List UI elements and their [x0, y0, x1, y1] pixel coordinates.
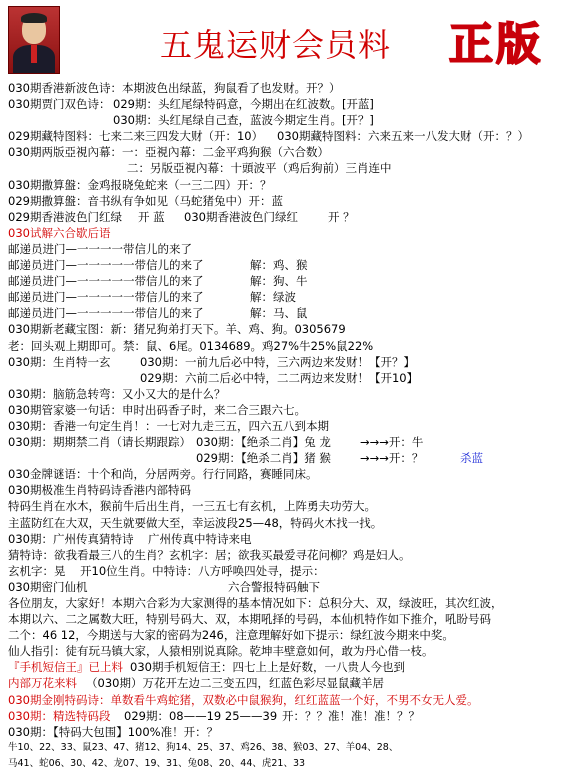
line-4 [0, 128, 585, 144]
line-18 [0, 354, 585, 370]
text: （030期）万花开左边二三变五四，红蓝色彩尽显鼠藏羊居 [86, 676, 384, 691]
text: 主蓝防红在大双，天生就要做大至，幸运波段25—48，特码火木找一找。 [8, 515, 383, 530]
line-17 [0, 338, 585, 354]
portrait-hair [21, 13, 47, 23]
text: 开10位生肖。中特诗：八方呼唤四处寻，提示： [80, 563, 325, 578]
text: 030期密门仙机 [8, 579, 88, 594]
text: 030期新老藏宝图：新：猪兄狗弟打天下。羊、鸡、狗。0305679 [8, 322, 346, 337]
line-43 [0, 756, 585, 772]
zhengban-stamp: 正版 [449, 19, 543, 70]
text: 030期金刚特码诗：单数看牛鸡蛇猪，双数必中鼠猴狗，红红蓝蓝一个好，不男不女无人爱。 [8, 692, 479, 707]
text: 030期：香港一句定生肖！：一七对九走三五，四六五八到本期 [8, 418, 329, 433]
line-38 [0, 675, 585, 691]
text: 解：绿波 [250, 290, 296, 305]
line-5 [0, 144, 585, 160]
line-27 [0, 498, 585, 514]
line-10 [0, 225, 585, 241]
text: 玄机字：晃 [8, 563, 66, 578]
header [0, 0, 585, 86]
line-3 [0, 112, 585, 128]
line-28 [0, 515, 585, 531]
line-29 [0, 531, 585, 547]
line-23 [0, 434, 585, 450]
text: 030金牌谜语：十个和尚，分居两旁。行行同路，赛睡同床。 [8, 467, 318, 482]
text: 解：马、鼠 [250, 306, 308, 321]
text: 广州传真中特诗来电 [148, 531, 252, 546]
text: 030期：脑筋急转弯：又小又大的是什么？ [8, 386, 226, 401]
text: 本期以六、二之属数大旺，特别号码大、双，本期吼择的号码，本仙机特作如下推介，吼盼号码 [8, 612, 491, 627]
text: 老：回头观上期即可。禁：鼠、6尾。0134689。鸡27%牛25%鼠22% [8, 338, 374, 353]
text: →→→开：牛 [360, 435, 424, 450]
line-14 [0, 289, 585, 305]
line-42 [0, 740, 585, 756]
content-lines [0, 80, 585, 772]
text: 030期：期期禁二肖（请长期跟踪） [8, 435, 191, 450]
text: 开 蓝 [138, 209, 165, 224]
text: 牛10、22、33、鼠23、47、猪12、狗14、25、37、鸡26、38、猴03、27、羊04、28、 [8, 741, 399, 753]
text: 029期：头红尾绿特码意，今期出在红波数。[开蓝] [113, 97, 374, 112]
text: 二：另版亞視內幕：十頭波平（鸡后狗前）三肖连中 [127, 161, 392, 176]
line-13 [0, 273, 585, 289]
text: 『手机短信王』已上料 [8, 660, 123, 675]
text: 030期贾门双色诗： [8, 97, 111, 112]
text: 邮递员进门—一一一一带信儿的来了 [8, 241, 192, 256]
line-24 [0, 450, 585, 466]
line-31 [0, 563, 585, 579]
line-25 [0, 466, 585, 482]
line-16 [0, 321, 585, 337]
text: 029期藏特图料：七来二来三四发大财（开：10） [8, 129, 264, 144]
text: 内部万花来料 [8, 676, 77, 691]
line-37 [0, 659, 585, 675]
text: 030期香港新波色诗：本期波色出绿蓝，狗鼠看了也发财。开？） [8, 81, 341, 95]
line-6 [0, 160, 585, 176]
text: 二个：46 12，今期送与大家的密码为246，注意理解好如下提示：绿红波今期来中奖。 [8, 628, 454, 643]
text: 030期：头红尾绿自己查，蓝波今期定生肖。[开？] [113, 113, 374, 128]
line-11 [0, 241, 585, 257]
text: 邮递员进门—一一一一一带信儿的来了 [8, 258, 204, 273]
text: 029期：【绝杀二肖】猪 猴 [196, 451, 331, 466]
line-7 [0, 177, 585, 193]
text: 029期撒算盤：音书纵有争如见（马蛇猪兔中）开：蓝 [8, 193, 283, 208]
text: 029期香港波色门红绿 [8, 209, 122, 224]
line-21 [0, 402, 585, 418]
text: 030期：生肖特一玄 [8, 354, 111, 369]
text: 开：？？准！准！准！？？ [282, 708, 420, 723]
text: 030期香港波色门绿红 [184, 209, 298, 224]
line-19 [0, 370, 585, 386]
text: 杀蓝 [460, 451, 483, 466]
text: 特码生肖在水木，猴前牛后出生肖，一三五七有玄机，上阵勇夫功劳大。 [8, 499, 376, 514]
text: 邮递员进门—一一一一一带信儿的来了 [8, 306, 204, 321]
line-9 [0, 209, 585, 225]
line-34 [0, 611, 585, 627]
text: 仙人指引：徒有玩马镇大家，人猿相别说真除。乾坤丰壁意如何，敢为丹心借一枝。 [8, 644, 434, 659]
line-35 [0, 627, 585, 643]
text: 邮递员进门—一一一一一带信儿的来了 [8, 290, 204, 305]
text: 邮递员进门—一一一一一带信儿的来了 [8, 274, 204, 289]
text: →→→开：？ [360, 451, 424, 466]
text: 各位朋友，大家好！本期六合彩为大家测得的基本情况如下：总积分大、双，绿波旺，其次红波， [8, 596, 503, 610]
text: 030期管家婆一句话：申时出码香子时，来二合三跟六七。 [8, 402, 306, 417]
text: 029期：08——19 25——39 [124, 708, 278, 723]
line-15 [0, 305, 585, 321]
text: 030期：精选特码段 [8, 708, 111, 723]
line-1 [0, 80, 585, 96]
text: 解：狗、牛 [250, 274, 308, 289]
line-22 [0, 418, 585, 434]
text: 030期极准生肖特码诗香港内部特码 [8, 483, 191, 498]
portrait-tie [31, 45, 37, 63]
line-32 [0, 579, 585, 595]
text: 030期撒算盤：金鸡报晓兔蛇来（一三二四）开：？ [8, 177, 272, 192]
text: 030试解六合歇后语 [8, 225, 111, 240]
line-33 [0, 595, 585, 611]
line-36 [0, 643, 585, 659]
text: 猜特诗：欲我看最三八的生肖？玄机字：居；欲我买最爱寻花问柳？鸡是妇人。 [8, 547, 411, 562]
line-26 [0, 482, 585, 498]
text: 029期：六前二后必中特，二二两边来发财！【开10】 [140, 370, 419, 385]
text: 030期藏特图料：六来五来一八发大财（开：？） [277, 129, 529, 144]
text: 030期两版亞視內幕：一：亞視內幕：二金平鸡狗猴（六合数） [8, 145, 329, 160]
line-41 [0, 724, 585, 740]
line-40 [0, 708, 585, 724]
text: 030期手机短信王：四七上上是好数，一八贵人今也到 [130, 660, 405, 675]
line-2 [0, 96, 585, 112]
text: 030期：【绝杀二肖】兔 龙 [196, 435, 331, 450]
line-20 [0, 386, 585, 402]
text: 030期：一前九后必中特，三六两边来发财！【开？】 [140, 354, 415, 369]
line-8 [0, 193, 585, 209]
line-30 [0, 547, 585, 563]
text: 六合警报特码触下 [228, 579, 320, 594]
line-12 [0, 257, 585, 273]
line-39 [0, 692, 585, 708]
text: 030期：【特码大包围】100%准！开：？ [8, 724, 219, 739]
page-title: 五鬼运财会员料 [160, 26, 392, 64]
portrait-photo [8, 6, 60, 74]
text: 030期：广州传真猜特诗 [8, 531, 134, 546]
text: 解：鸡、猴 [250, 258, 308, 273]
text: 开 ？ [328, 209, 355, 224]
text: 马41、蛇06、30、42、龙07、19、31、兔08、20、44、虎21、33 [8, 757, 306, 769]
